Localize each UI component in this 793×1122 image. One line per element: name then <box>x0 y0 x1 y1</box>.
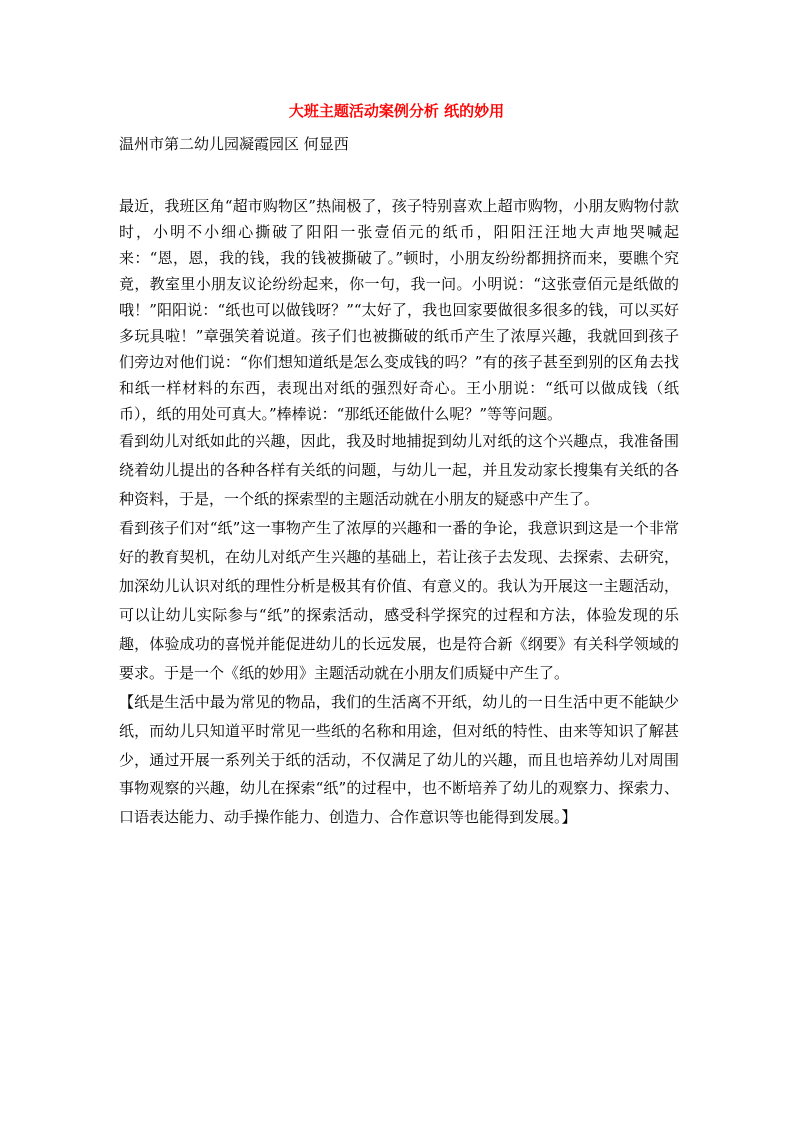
document-title: 大班主题活动案例分析 纸的妙用 <box>288 102 505 120</box>
document-body <box>119 193 679 832</box>
document-author: 温州市第二幼儿园凝霞园区 何显西 <box>119 135 349 153</box>
paragraph-opportunity: 看到孩子们对“纸”这一事物产生了浓厚的兴趣和一番的争论，我意识到这是一个非常好的教育契机，在幼儿对纸产生兴趣的基础上，若让孩子去发现、去探索、去研究，加深幼儿认识对纸的理性分析是极其有价值、有意义的。我认为开展这一主题活动，可以让幼儿实际参与“纸”的探索活动，感受科学探究的过程和方法，体验发现的乐趣，体验成功的喜悦并能促进幼儿的长远发展，也是符合新《纲要》有关科学领域的要求。于是一个《纸的妙用》主题活动就在小朋友们质疑中产生了。 <box>119 519 679 682</box>
paragraph-interest: 看到幼儿对纸如此的兴趣，因此，我及时地捕捉到幼儿对纸的这个兴趣点，我准备围绕着幼儿提出的各种各样有关纸的问题，与幼儿一起，并且发动家长搜集有关纸的各种资料，于是，一个纸的探索型的主题活动就在小朋友的疑惑中产生了。 <box>119 432 679 508</box>
paragraph-summary: 【纸是生活中最为常见的物品，我们的生活离不开纸，幼儿的一日生活中更不能缺少纸，而幼儿只知道平时常见一些纸的名称和用途，但对纸的特性、由来等知识了解甚少，通过开展一系列关于纸的活动，不仅满足了幼儿的兴趣，而且也培养幼儿对周围事物观察的兴趣，幼儿在探索“纸”的过程中，也不断培养了幼儿的观察力、探索力、口语表达能力、动手操作能力、创造力、合作意识等也能得到发展。】 <box>119 693 679 827</box>
paragraph-story: 最近，我班区角“超市购物区”热闹极了，孩子特别喜欢上超市购物，小朋友购物付款时，小明不小细心撕破了阳阳一张壹佰元的纸币，阳阳汪汪地大声地哭喊起来：“恩，恩，我的钱，我的钱被撕破了。”顿时，小朋友纷纷都拥挤而来，要瞧个究竟，教室里小朋友议论纷纷起来，你一句，我一问。小明说：“这张壹佰元是纸做的哦！”阳阳说：“纸也可以做钱呀？”“太好了，我也回家要做很多很多的钱，可以买好多玩具啦！”章强笑着说道。孩子们也被撕破的纸币产生了浓厚兴趣，我就回到孩子们旁边对他们说：“你们想知道纸是怎么变成钱的吗？”有的孩子甚至到别的区角去找和纸一样材料的东西，表现出对纸的强烈好奇心。王小朋说：“纸可以做成钱（纸币），纸的用处可真大。”棒棒说：“那纸还能做什么呢？”等等问题。 <box>119 197 679 423</box>
